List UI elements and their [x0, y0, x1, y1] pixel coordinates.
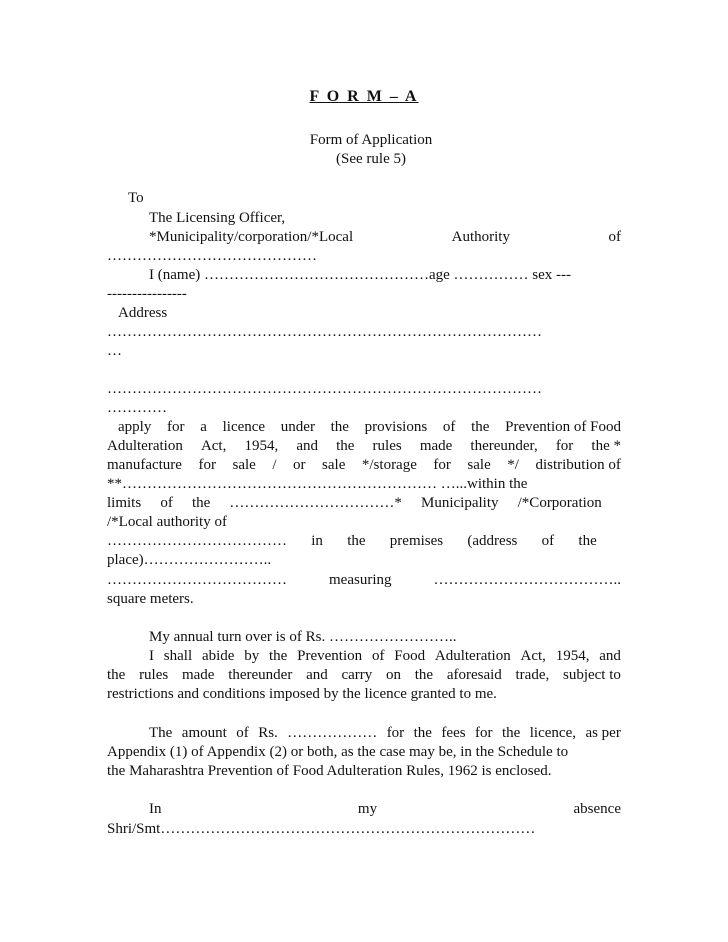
applicant-line-cont: ---------------- — [107, 286, 187, 302]
body-line-3: manufacture for sale / or sale */storage for sale */ distribution of — [107, 457, 621, 473]
body-line-4: **……………………………………………………… …...within the — [107, 476, 528, 492]
body-line-2: Adulteration Act, 1954, and the rules made thereunder, for the * — [107, 438, 621, 454]
address-blank-2b: ………… — [107, 400, 167, 416]
fee-line-2: Appendix (1) of Appendix (2) or both, as the case may be, in the Schedule to — [107, 744, 569, 760]
fee-line-1: The amount of Rs. ……………… for the fees for the licence, as per — [149, 725, 621, 741]
abide-line-2: the rules made thereunder and carry on the aforesaid trade, subject to — [107, 667, 621, 683]
body-line-5: limits of the ……………………………* Municipality /*Corporation — [107, 495, 602, 511]
turnover-line: My annual turn over is of Rs. …………………….. — [149, 629, 457, 645]
address-blank-2: …………………………………………………………………………… — [107, 381, 542, 397]
form-title: F O R M – A — [309, 88, 419, 105]
body-line-7: ……………………………… in the premises (address of the — [107, 533, 597, 549]
address-blank-1: …………………………………………………………………………… — [107, 324, 542, 340]
absence-line-2: Shri/Smt………………………………………………………………… — [107, 821, 536, 837]
recipient-title: The Licensing Officer, — [149, 210, 286, 226]
fee-line-3: the Maharashtra Prevention of Food Adulteration Rules, 1962 is enclosed. — [107, 763, 552, 779]
address-blank-1b: … — [107, 343, 122, 359]
authority-line: *Municipality/corporation/*Local Authority of — [149, 229, 621, 245]
abide-line-3: restrictions and conditions imposed by the licence granted to me. — [107, 686, 497, 702]
abide-line-1: I shall abide by the Prevention of Food Adulteration Act, 1954, and — [149, 648, 621, 664]
rule-reference: (See rule 5) — [336, 151, 406, 167]
authority-blank: …………………………………… — [107, 248, 317, 264]
applicant-line: I (name) ………………………………………age …………… sex --- — [149, 267, 572, 283]
body-line-8: place)…………………….. — [107, 552, 272, 568]
address-label: Address — [118, 305, 168, 321]
body-line-9: ……………………………… measuring ……………………………….. — [107, 572, 621, 588]
body-line-1: apply for a licence under the provisions of the Prevention of Food — [118, 419, 621, 435]
to-label: To — [128, 190, 144, 206]
absence-line-1: In my absence — [149, 801, 621, 817]
body-line-6: /*Local authority of — [107, 514, 227, 530]
body-line-10: square meters. — [107, 591, 194, 607]
form-subtitle: Form of Application — [309, 132, 433, 148]
